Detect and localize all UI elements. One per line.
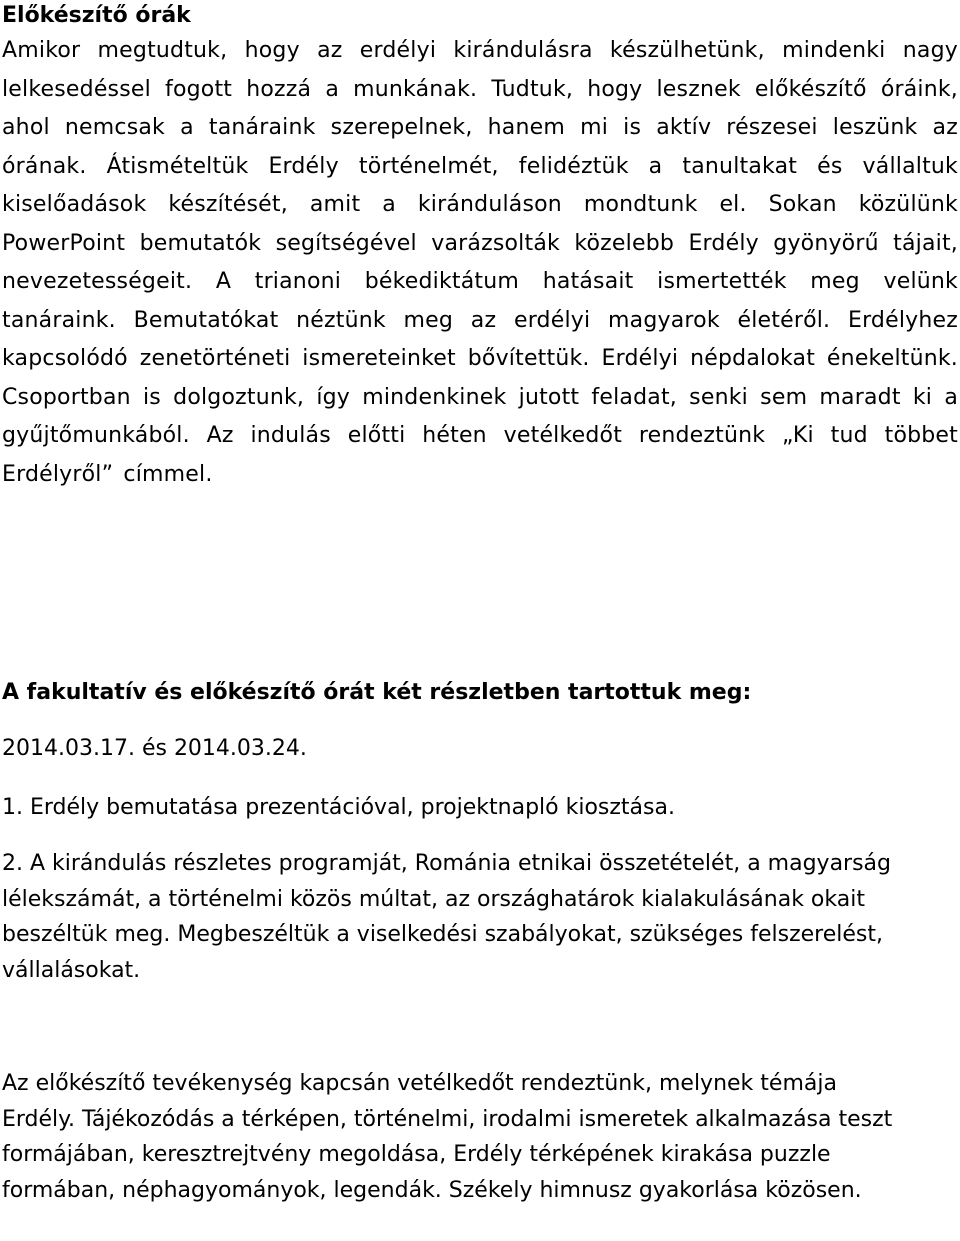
sessions-heading: A fakultatív és előkészítő órát két részletben tartottuk meg: bbox=[2, 680, 752, 705]
section-title: Előkészítő órák bbox=[2, 3, 191, 28]
session-item-1: 1. Erdély bemutatása prezentációval, projektnapló kiosztása. bbox=[2, 795, 675, 820]
document-page bbox=[2, 0, 958, 1203]
session-item-2: 2. A kirándulás részletes programját, Románia etnikai összetételét, a magyarság lélekszámát, a történelmi közös múltat, az országhatárok kialakulásának okait beszéltük meg. Megbeszéltük a viselkedési szabályokat, szükséges felszerelést, vállalásokat. bbox=[2, 851, 892, 983]
competition-paragraph: Az előkészítő tevékenység kapcsán vetélkedőt rendeztünk, melynek témája Erdély. Tájékozódás a térképen, történelmi, irodalmi ismeretek alkalmazása teszt formájában, keresztrejtvény megoldása, Erdély térképének kirakása puzzle formában, néphagyományok, legendák. Székely himnusz gyakorlása közösen. bbox=[2, 1071, 893, 1203]
intro-paragraph: Amikor megtudtuk, hogy az erdélyi kirándulásra készülhetünk, mindenki nagy lelkesedéssel fogott hozzá a munkának. Tudtuk, hogy lesznek előkészítő óráink, ahol nemcsak a tanáraink szerepelnek, hanem mi is aktív részesei leszünk az órának. Átismételtük Erdély történelmét, felidéztük a tanultakat és vállaltuk kiselőadások készítését, amit a kiránduláson mondtunk el. Sokan közülünk PowerPoint bemutatók segítségével varázsolták közelebb Erdély gyönyörű tájait, nevezetességeit. A trianoni békediktátum hatásait ismertették meg velünk tanáraink. Bemutatókat néztünk meg az erdélyi magyarok életéről. Erdélyhez kapcsolódó zenetörténeti ismereteinket bővítettük. Erdélyi népdalokat énekeltünk. Csoportban is dolgoztunk, így mindenkinek jutott feladat, senki sem maradt ki a gyűjtőmunkából. Az indulás előtti héten vetélkedőt rendeztünk „Ki tud többet Erdélyről” címmel. bbox=[2, 38, 958, 487]
session-dates: 2014.03.17. és 2014.03.24. bbox=[2, 736, 307, 761]
